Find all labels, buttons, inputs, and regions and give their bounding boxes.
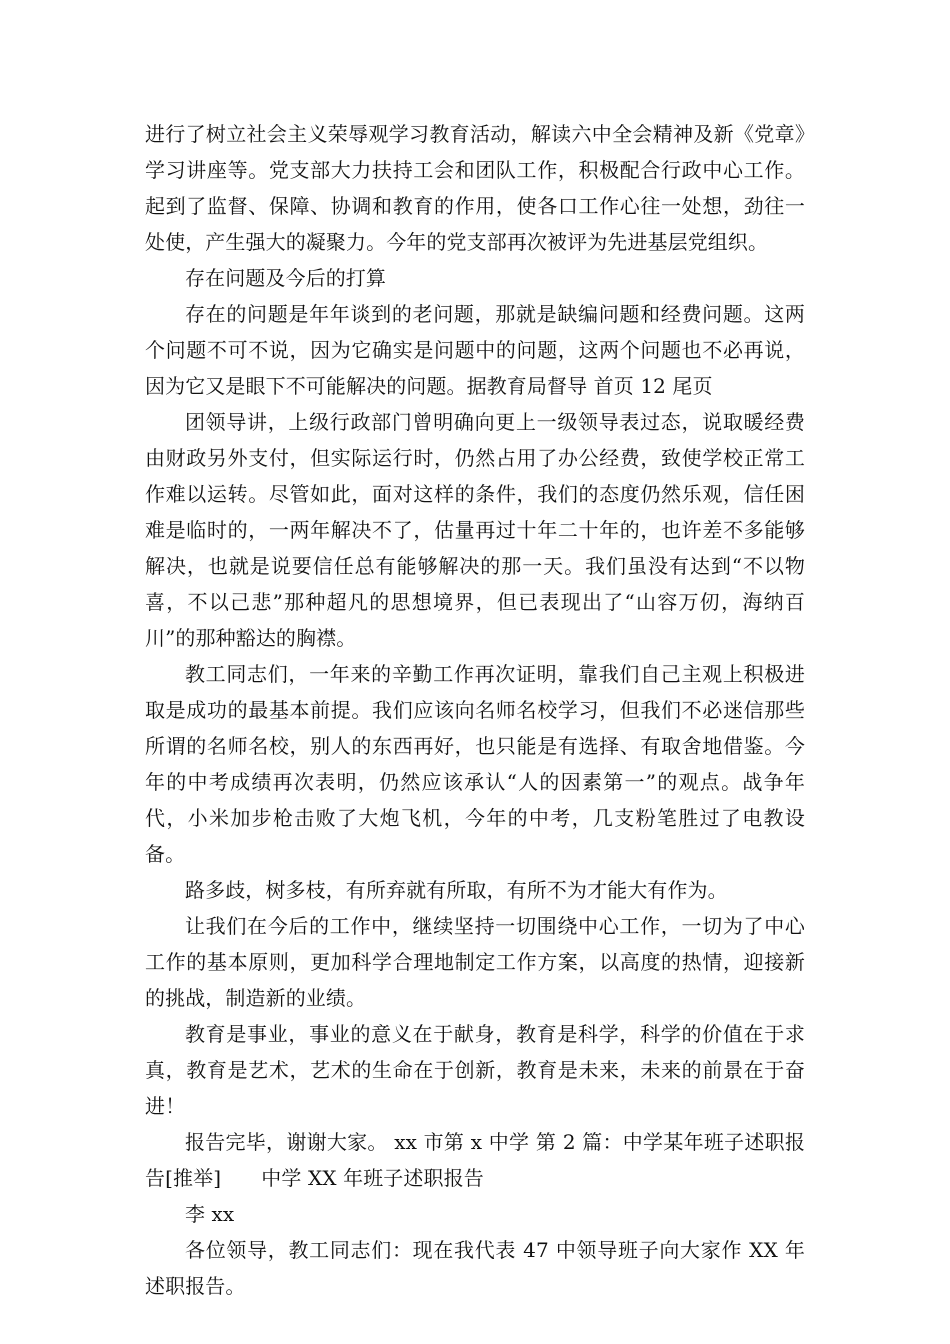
paragraph-funding: 团领导讲，上级行政部门曾明确向更上一级领导表过态，说取暖经费由财政另外支付，但实际运行时，仍然占用了办公经费，致使学校正常工作难以运转。尽管如此，面对这样的条件，我们的态度仍然乐观，信任困难是临时的，一两年解决不了，估量再过十年二十年的，也许差不多能够解决，也就是说要信任总有能够解决的那一天。我们虽没有达到“不以物喜，不以己悲”那种超凡的思想境界，但已表现出了“山容万仞，海纳百川”的那种豁达的胸襟。 (145, 410, 805, 650)
paragraph-report-intro: 各位领导，教工同志们：现在我代表 47 中领导班子向大家作 XX 年述职报告。 (145, 1238, 805, 1298)
document-body (145, 116, 805, 1304)
paragraph-future-work: 让我们在今后的工作中，继续坚持一切围绕中心工作，一切为了中心工作的基本原则，更加科学合理地制定工作方案，以高度的热情，迎接新的挑战，制造新的业绩。 (145, 914, 805, 1010)
paragraph-saying: 路多歧，树多枝，有所弃就有所取，有所不为才能大有作为。 (185, 878, 728, 902)
paragraph-party-branch: 进行了树立社会主义荣辱观学习教育活动，解读六中全会精神及新《党章》学习讲座等。党支部大力扶持工会和团队工作，积极配合行政中心工作。起到了监督、保障、协调和教育的作用，使各口工作心往一处想，劲往一处使，产生强大的凝聚力。今年的党支部再次被评为先进基层党组织。 (145, 122, 805, 254)
paragraph-report-end: 报告完毕，谢谢大家。 xx 市第 x 中学 第 2 篇：中学某年班子述职报告[推举] 中学 XX 年班子述职报告 (145, 1130, 805, 1190)
paragraph-staff-address: 教工同志们，一年来的辛勤工作再次证明，靠我们自己主观上积极进取是成功的最基本前提。我们应该向名师名校学习，但我们不必迷信那些所谓的名师名校，别人的东西再好，也只能是有选择、有取舍地借鉴。今年的中考成绩再次表明，仍然应该承认“人的因素第一”的观点。战争年代，小米加步枪击败了大炮飞机，今年的中考，几支粉笔胜过了电教设备。 (145, 662, 805, 866)
paragraph-problems: 存在的问题是年年谈到的老问题，那就是缺编问题和经费问题。这两个问题不可不说，因为它确实是问题中的问题，这两个问题也不必再说，因为它又是眼下不可能解决的问题。据教育局督导 首页 12 尾页 (145, 302, 805, 398)
section-heading-problems: 存在问题及今后的打算 (185, 266, 386, 290)
author-line: 李 xx (185, 1202, 235, 1226)
paragraph-education-values: 教育是事业，事业的意义在于献身，教育是科学，科学的价值在于求真，教育是艺术，艺术的生命在于创新，教育是未来，未来的前景在于奋进！ (145, 1022, 805, 1118)
